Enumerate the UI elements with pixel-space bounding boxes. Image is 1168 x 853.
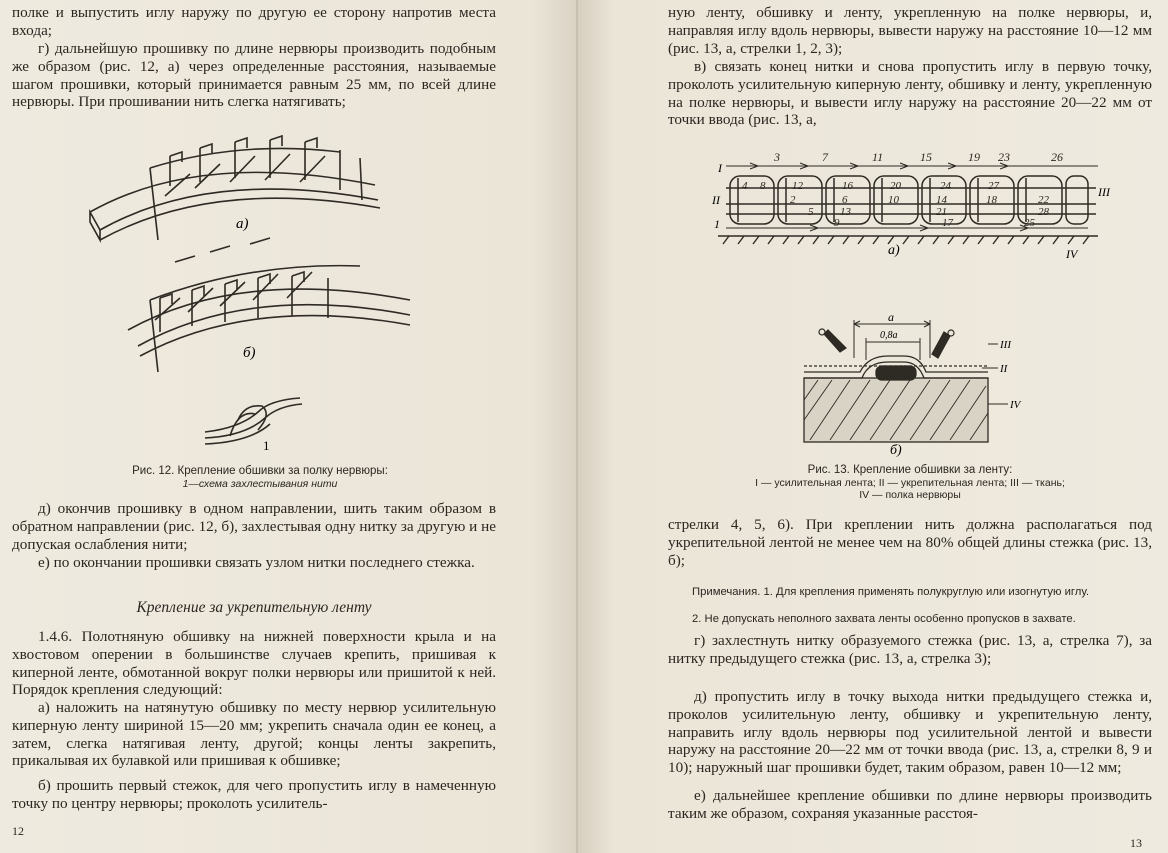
arrow-number: 9 (834, 217, 840, 229)
caption-legend: IV — полка нервюры (859, 489, 961, 501)
arrow-number: 8 (760, 180, 766, 192)
paragraph: е) по окончании прошивки связать узлом нитки последнего стежка. (38, 554, 475, 571)
mark-I: I (718, 161, 722, 175)
dimension-08a: 0,8a (880, 330, 898, 341)
fig13-label-a: а) (888, 243, 900, 258)
layer-mark: II (1000, 363, 1008, 375)
paragraph: б) прошить первый стежок, для чего пропустить иглу в намеченную точку по центру нервюры; проколоть усилитель- (12, 777, 496, 812)
paragraph: а) наложить на натянутую обшивку по месту нервюр усилительную киперную ленту шириной 15—20 мм; укрепить сначала один ее конец, а затем, слегка натягивая ленту, другой; концы ленты закрепить, прикалывая их булавкой или пришивая к обшивке; (12, 699, 496, 770)
fig13b-section (804, 356, 988, 442)
figure-13a-diagram (578, 0, 1168, 460)
arrow-number: 12 (792, 180, 803, 192)
fig12-label-1: 1 (263, 438, 270, 453)
fig13a-rib-base (718, 236, 1098, 244)
fig12-b-rib (128, 238, 410, 372)
mark-II: II (712, 193, 720, 207)
fig13a-arrows-top (726, 163, 1098, 169)
layer-mark: III (1000, 339, 1011, 351)
paragraph: д) пропустить иглу в точку выхода нитки предыдущего стежка и, проколов усилительную ленту, обшивку и укрепительную ленту, направить иглу вдоль нервюры под усилительной лентой и вывести наружу на расстояние 20—22 мм от точки ввода (рис. 13, а, стрелки 8, 9 и 10); наружный шаг прошивки будет, таким образом, равен 10—12 мм; (668, 688, 1152, 777)
arrow-number: 16 (842, 180, 853, 192)
caption-title: Рис. 13. Крепление обшивки за ленту: (807, 464, 1013, 476)
right-page (578, 0, 1168, 853)
page-number: 12 (12, 824, 24, 838)
paragraph: е) дальнейшее крепление обшивки по длине нервюры производить таким же образом, сохраняя указанные расстоя- (668, 787, 1152, 822)
paragraph: г) захлестнуть нитку образуемого стежка (рис. 13, а, стрелка 7), за нитку предыдущего стежка (рис. 13, а, стрелка 3); (668, 632, 1152, 667)
fig12-a-rib (90, 136, 380, 240)
arrow-number: 11 (872, 150, 884, 164)
fig13a-top-numbers (773, 150, 1063, 164)
arrow-number: 26 (1051, 150, 1063, 164)
arrow-number: 3 (774, 150, 780, 164)
arrow-number: 4 (742, 180, 748, 192)
paragraph: д) окончив прошивку в одном направлении, шить таким образом в обратном направлении (рис. 12, б), захлестывая одну нитку за другую и не допуская ослабления нити; (12, 500, 496, 553)
arrow-number: 14 (936, 194, 947, 206)
arrow-number: 13 (840, 206, 851, 218)
page-number: 13 (1130, 836, 1142, 850)
arrow-number: 10 (888, 194, 899, 206)
fig12-label-b: б) (243, 345, 256, 361)
note: 2. Не допускать неполного захвата ленты особенно пропусков в захвате. (692, 613, 1076, 626)
arrow-number: 5 (808, 206, 814, 218)
figure-12-caption (60, 465, 460, 490)
fig12-label-a: а) (236, 216, 249, 232)
paragraph: в) связать конец нитки и снова пропустить иглу в первую точку, проколоть усилительную киперную ленту, обшивку и ленту, укрепленную на полке нервюры, и вывести иглу наружу на расстояние 20—22 мм от точки ввода (рис. 13, а, (668, 58, 1152, 129)
layer-mark: IV (1010, 399, 1021, 411)
mark-IV: IV (1066, 247, 1078, 261)
mark-III: III (1098, 185, 1110, 199)
mark-1: 1 (714, 217, 720, 231)
caption-title: Рис. 12. Крепление обшивки за полку нервюры: (132, 465, 388, 477)
arrow-number: 18 (986, 194, 997, 206)
arrow-number: 6 (842, 194, 848, 206)
arrow-number: 17 (942, 217, 953, 229)
paragraph: полке и выпустить иглу наружу по другую ее сторону напротив места входа; (12, 4, 496, 39)
arrow-number: 15 (920, 150, 932, 164)
paragraph: 1.4.6. Полотняную обшивку на нижней поверхности крыла и на хвостовом оперении в большинстве случаев крепить, пришивая к киперной ленте, обмотанной вокруг полки нервюры или пришитой к ней. Порядок крепления следующий: (12, 628, 496, 699)
left-page (0, 0, 578, 853)
arrow-number: 25 (1024, 217, 1035, 229)
fig13-label-b: б) (890, 443, 902, 458)
arrow-number: 7 (822, 150, 828, 164)
figure-13-caption (668, 464, 1152, 502)
arrow-number: 23 (998, 150, 1010, 164)
section-subheading: Крепление за укрепительную ленту (136, 599, 372, 616)
figure-12-diagram (0, 0, 578, 460)
arrow-number: 24 (940, 180, 951, 192)
arrow-number: 27 (988, 180, 999, 192)
arrow-number: 22 (1038, 194, 1049, 206)
note: Примечания. 1. Для крепления применять полукруглую или изогнутую иглу. (692, 586, 1090, 599)
caption-legend: 1—схема захлестывания нити (182, 477, 338, 490)
caption-legend: I — усилительная лента; II — укрепительная лента; III — ткань; (755, 476, 1065, 489)
paragraph: ную ленту, обшивку и ленту, укрепленную на полке нервюры, и, направляя иглу вдоль нервюры, вывести наружу на расстояние 10—12 мм (рис. 13, а, стрелки 1, 2, 3); (668, 4, 1152, 57)
arrow-number: 28 (1038, 206, 1049, 218)
paragraph: стрелки 4, 5, 6). При креплении нить должна располагаться под укрепительной лентой не менее чем на 80% общей длины стежка (рис. 13, б); (668, 516, 1152, 569)
dimension-a: a (888, 310, 894, 324)
arrow-number: 21 (936, 206, 947, 218)
arrow-number: 20 (890, 180, 901, 192)
fig12-knot-scheme (205, 398, 302, 444)
paragraph: г) дальнейшую прошивку по длине нервюры производить подобным же образом (рис. 12, а) через определенные расстояния, называемые шагом прошивки, который принимается равным 25 мм, по всей длине нервюры. При прошивании нить слегка натягивать; (12, 40, 496, 111)
arrow-number: 19 (968, 150, 980, 164)
arrow-number: 2 (790, 194, 796, 206)
